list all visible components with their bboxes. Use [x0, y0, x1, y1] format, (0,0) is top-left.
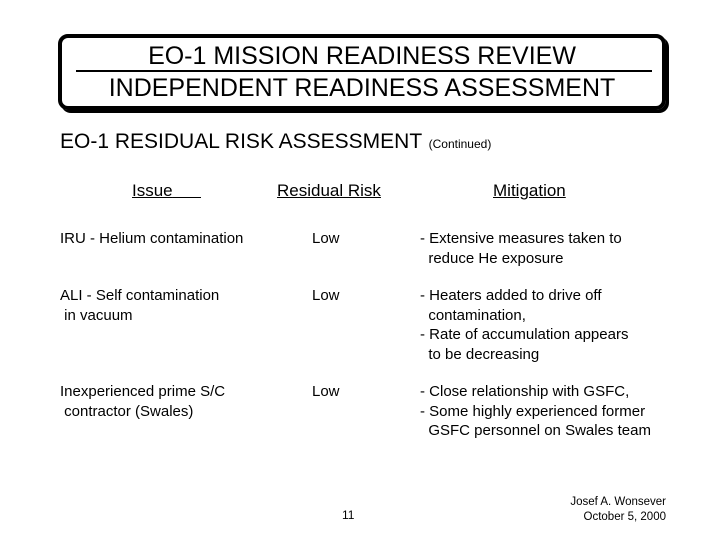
- row-1-issue: IRU - Helium contamination: [60, 230, 244, 247]
- row-3-mitigation: - Close relationship with GSFC, - Some highly experienced former GSFC personnel on Swales team: [420, 383, 651, 439]
- column-header-risk: Residual Risk: [277, 181, 381, 200]
- author-name: Josef A. Wonsever: [570, 496, 666, 508]
- column-header-issue-label: Issue: [132, 181, 173, 200]
- column-header-issue: [132, 181, 201, 201]
- row-3-issue: Inexperienced prime S/C contractor (Swales): [60, 383, 226, 420]
- row-1-mitigation: - Extensive measures taken to reduce He exposure: [420, 230, 622, 267]
- column-header-mitigation: Mitigation: [493, 181, 566, 200]
- title-line-1: EO-1 MISSION READINESS REVIEW: [148, 42, 576, 70]
- section-subtitle: (Continued): [428, 137, 492, 151]
- section-title: EO-1 RESIDUAL RISK ASSESSMENT: [60, 130, 423, 153]
- row-2-issue: ALI - Self contamination in vacuum: [60, 287, 220, 324]
- section-heading: [60, 130, 491, 154]
- row-1-risk: Low: [312, 230, 340, 247]
- row-3-risk: Low: [312, 383, 340, 400]
- page-number: 11: [342, 508, 355, 522]
- title-line-2: INDEPENDENT READINESS ASSESSMENT: [108, 74, 616, 102]
- footer-credit: [570, 495, 666, 525]
- title-box: [58, 34, 666, 110]
- title-divider: [76, 70, 652, 72]
- presentation-date: October 5, 2000: [583, 511, 666, 523]
- row-2-risk: Low: [312, 287, 340, 304]
- row-2-mitigation: - Heaters added to drive off contamination, - Rate of accumulation appears to be decreasing: [420, 287, 629, 363]
